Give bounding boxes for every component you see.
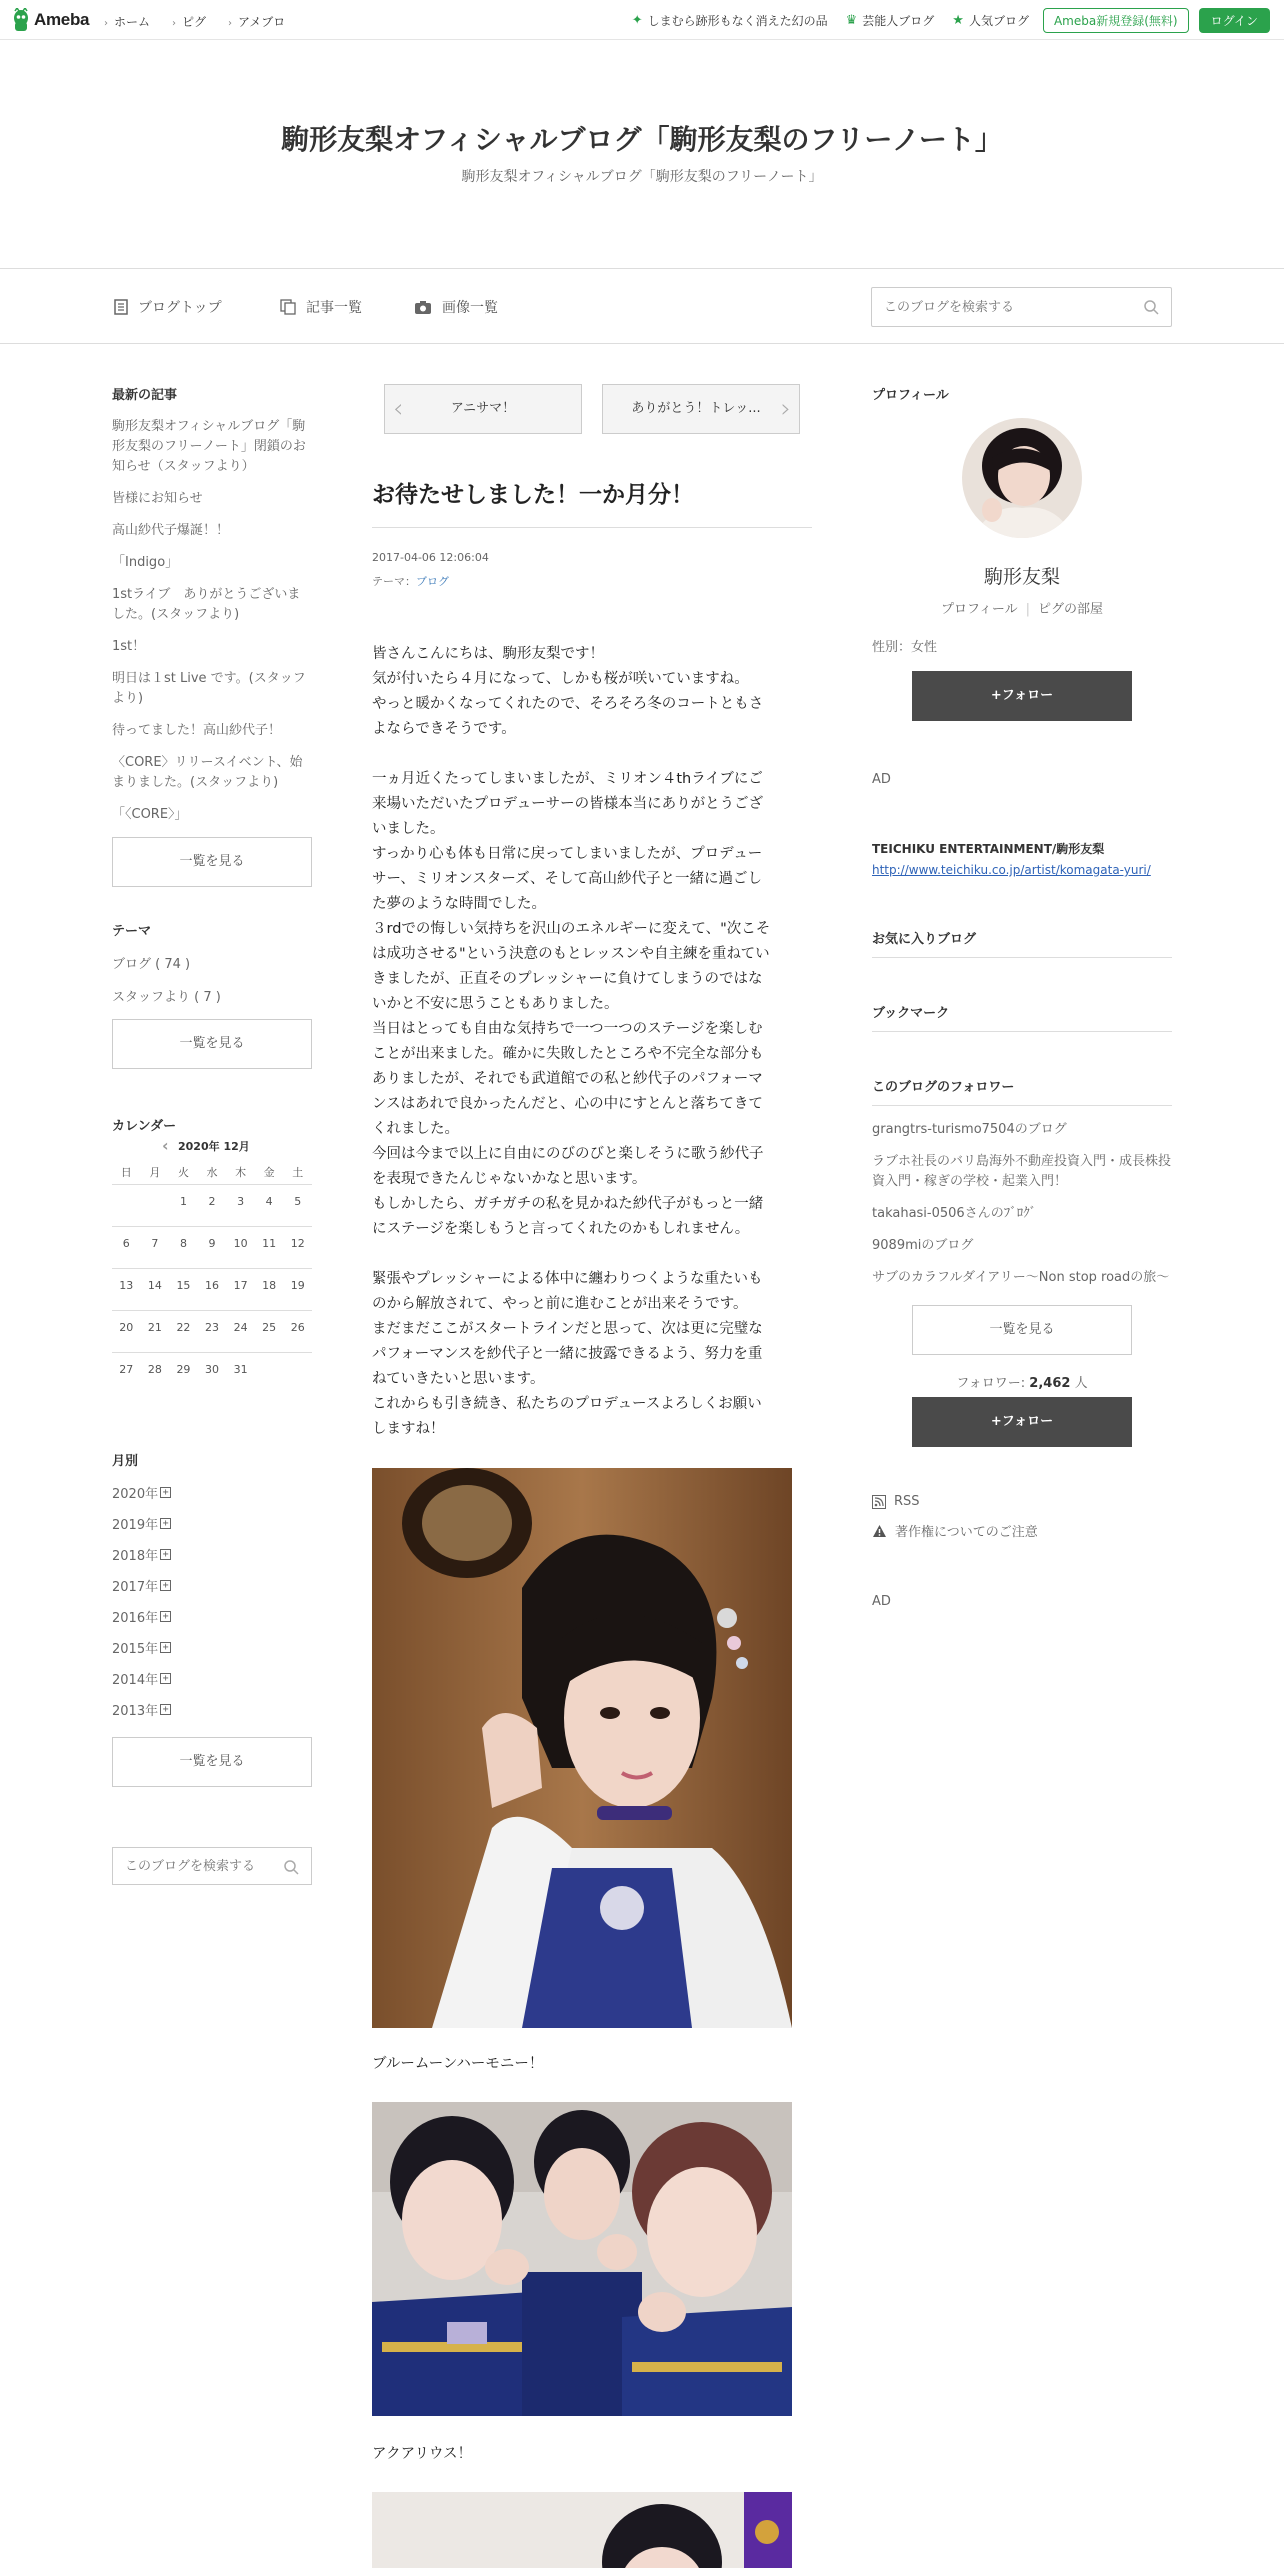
theme-more-button[interactable]: 一覧を見る [112,1019,312,1069]
year-item[interactable] [112,1663,312,1694]
expand-plus-icon[interactable]: + [160,1549,171,1560]
popular-blog-link[interactable] [952,12,1029,29]
popular-blog-label: 人気ブログ [968,14,1029,28]
entry-body-line: ねていきたいと思います。 [372,1371,545,1387]
calendar-day: 27 [119,1363,134,1376]
calendar-day: 26 [290,1321,305,1334]
entry-body-line: のから解放されて、やっと前に進むことが出来そうです。 [372,1296,748,1312]
avatar-image [962,418,1082,538]
celeb-blog-link[interactable] [846,12,935,29]
follow-button-2[interactable]: +フォロー [912,1397,1132,1447]
calendar-day: 25 [262,1321,277,1334]
entry-photo-2[interactable] [372,2102,792,2416]
calendar-day: 20 [119,1321,134,1334]
expand-plus-icon[interactable]: + [160,1611,171,1622]
weekday: 金 [263,1166,275,1179]
nav-home-label: ホーム [114,15,151,29]
calendar-day: 23 [205,1321,220,1334]
year-label: 2017年 [112,1580,159,1595]
calendar-day [141,1185,170,1226]
recent-more-button[interactable]: 一覧を見る [112,837,312,887]
expand-plus-icon[interactable]: + [160,1580,171,1591]
blog-title[interactable]: 駒形友梨オフィシャルブログ「駒形友梨のフリーノート」 [281,123,1003,156]
entry-pager [372,384,812,434]
star-icon: ★ [952,13,964,28]
register-button[interactable]: Ameba新規登録(無料) [1043,8,1189,33]
follower-count [872,1372,1172,1391]
weekday: 土 [292,1166,304,1179]
right-sidebar [872,384,1172,1609]
year-label: 2020年 [112,1487,159,1502]
calendar-grid [112,1158,312,1394]
monthly-heading: 月別 [112,1454,139,1469]
year-label: 2014年 [112,1673,159,1688]
sidebar-search-box [112,1847,312,1885]
copyright-link[interactable] [872,1521,1038,1540]
profile-gender: 性別：女性 [872,640,938,655]
entry-body-line: 当日はとっても自由な気持ちで一つ一つのステージを楽しむ [372,1021,763,1037]
year-item[interactable] [112,1508,312,1539]
calendar-day: 28 [147,1363,162,1376]
paragraph-gap [372,742,812,767]
calendar-day [255,1353,284,1394]
weekday: 日 [120,1166,132,1179]
calendar-heading: カレンダー [112,1119,177,1134]
entry-body-line: これからも引き続き、私たちのプロデュースよろしくお願い [372,1396,762,1412]
calendar-week [112,1352,312,1394]
theme-item[interactable]: ブログ ( 74 ) [112,957,191,972]
calendar-weekday-row [112,1158,312,1184]
calendar-day: 4 [265,1195,273,1208]
weekday: 火 [177,1166,189,1179]
nav-entry-list-label: 記事一覧 [306,300,362,316]
recent-entry[interactable]: 駒形友梨オフィシャルブログ「駒形友梨のフリーノート」閉鎖のお知らせ（スタッフより） [112,419,306,474]
calendar-day: 11 [262,1237,277,1250]
calendar-week [112,1310,312,1352]
calendar-day: 15 [176,1279,191,1292]
entry-body-line: 来場いただいたプロデューサーの皆様本当にありがとうござ [372,796,764,812]
blog-search-input[interactable] [872,288,1111,326]
entry-body [372,642,812,1442]
theme-item[interactable]: スタッフより ( 7 ) [112,990,221,1005]
entry-body-line: いました。 [372,821,445,837]
year-item[interactable] [112,1477,312,1508]
calendar-day: 13 [119,1279,134,1292]
expand-plus-icon[interactable]: + [160,1673,171,1684]
followers-more-button[interactable]: 一覧を見る [912,1305,1132,1355]
calendar-week [112,1268,312,1310]
entry-title[interactable]: お待たせしました！一か月分！ [372,476,812,528]
crown-icon: ♛ [845,13,858,28]
ameba-logo[interactable] [12,8,89,32]
sparkle-icon: ✦ [631,13,643,28]
follower-blog-link[interactable]: ラブホ社長のバリ島海外不動産投資入門・成長株投資入門・稼ぎの学校・起業入門！ [872,1154,1172,1189]
blog-nav [0,268,1284,344]
entry-body-line: 気が付いたら４月になって、しかも桜が咲いていますね。 [372,671,749,687]
favorites-heading: お気に入りブログ [872,932,977,947]
follower-blog-link[interactable]: takahasi-0506さんのﾌﾞﾛｸﾞ [872,1206,1037,1221]
calendar-section [112,1115,312,1376]
calendar-day: 8 [179,1237,187,1250]
theme-section [112,920,312,1069]
calendar-day: 30 [205,1363,220,1376]
calendar-day [112,1185,141,1226]
year-item[interactable] [112,1694,312,1725]
followers-heading: このブログのフォロワー [872,1076,1172,1106]
copyright-label: 著作権についてのご注意 [895,1525,1038,1540]
calendar-day: 7 [151,1237,159,1250]
calendar-day: 14 [147,1279,162,1292]
year-label: 2018年 [112,1549,159,1564]
nav-entry-list[interactable] [280,297,362,317]
recent-entry[interactable]: 〈CORE〉リリースイベント、始まりました。(スタッフより) [112,755,303,790]
year-item[interactable] [112,1570,312,1601]
year-label: 2016年 [112,1611,159,1626]
entry-body-line: やっと暖かくなってくれたので、そろそろ冬のコートともさ [372,696,764,712]
theme-heading: テーマ [112,924,152,939]
trend-link[interactable] [632,12,828,29]
prev-entry-button[interactable] [384,384,582,434]
follower-blog-link[interactable]: 9089miのブログ [872,1238,974,1253]
nav-pigg-label: ピグ [182,15,207,29]
follower-count-value: 2,462 [1029,1376,1071,1391]
ameba-logo-text: Ameba [34,10,90,29]
next-entry-label: ありがとう！トレッ... [631,401,761,416]
entry-photo-3-image [372,2492,792,2568]
expand-plus-icon[interactable]: + [160,1642,171,1653]
expand-plus-icon[interactable]: + [160,1518,171,1529]
entry-body-line: 緊張やプレッシャーによる体中に纏わりつくような重たいも [372,1271,763,1287]
recent-entry[interactable]: 明日は１st Live です。(スタッフより) [112,671,306,706]
entry-body-line: にステージを楽しもうと言ってくれたのかもしれません。 [372,1221,750,1237]
company-section [872,840,1172,877]
calendar-day: 22 [176,1321,191,1334]
blog-subtitle: 駒形友梨オフィシャルブログ「駒形友梨のフリーノート」 [461,169,823,185]
entry-body-line: 皆さんこんにちは、駒形友梨です！ [372,646,604,662]
chevron-left-icon: ‹ [393,394,404,424]
entry-body-line: た夢のような時間でした。 [372,896,546,912]
entry-body-line: 今回は今まで以上に自由にのびのびと楽しそうに歌う紗代子 [372,1146,764,1162]
follower-count-label: フォロワー: [956,1376,1026,1391]
profile-link[interactable]: プロフィール [940,602,1018,617]
blog-search-box [871,287,1172,327]
entry-date: 2017-04-06 12:06:04 [372,551,489,564]
nav-image-list-label: 画像一覧 [442,300,498,316]
recent-entry[interactable]: 「〈CORE〉」 [112,807,188,822]
year-item[interactable] [112,1601,312,1632]
entry-photo-2-image [372,2102,792,2416]
calendar-day: 12 [290,1237,305,1250]
calendar-day: 24 [233,1321,248,1334]
calendar-week [112,1226,312,1268]
calendar-day: 1 [179,1195,187,1208]
entry-body-line: いかと不安に思うこともありました。 [372,996,619,1012]
calendar-day [283,1353,312,1394]
favorites-section [872,928,1172,958]
celeb-blog-label: 芸能人ブログ [862,14,935,28]
recent-entry[interactable]: 待ってました！高山紗代子！ [112,723,282,738]
entry-body-line: ありましたが、それでも武道館での私と紗代子のパフォーマ [372,1071,763,1087]
chevron-right-icon: › [780,394,791,424]
chevron-right-icon: › [228,18,233,29]
global-right-links [632,8,1270,33]
expand-plus-icon[interactable]: + [160,1704,171,1715]
entry-theme-link[interactable]: ブログ [416,575,449,588]
calendar-week [112,1184,312,1226]
entry-body-line: しますね！ [372,1421,445,1437]
entry-photo-3[interactable] [372,2492,792,2568]
global-header [0,0,1284,40]
next-entry-button[interactable] [602,384,800,434]
profile-links [872,598,1172,617]
follower-blog-link[interactable]: grangtrs-turismo7504のブログ [872,1122,1067,1137]
year-label: 2019年 [112,1518,159,1533]
calendar-day: 17 [233,1279,248,1292]
calendar-prev-icon[interactable]: ‹ [162,1136,169,1155]
calendar-day: 16 [205,1279,220,1292]
weekday: 月 [149,1166,161,1179]
entry-body-line: くれました。 [372,1121,459,1137]
follow-button[interactable]: +フォロー [912,671,1132,721]
calendar-day: 29 [176,1363,191,1376]
calendar-day: 6 [122,1237,130,1250]
nav-blog-top[interactable] [114,297,222,317]
year-item[interactable] [112,1539,312,1570]
calendar-day: 10 [233,1237,248,1250]
follower-blog-link[interactable]: サブのカラフルダイアリー～Non stop roadの旅～ [872,1270,1170,1285]
entry-body-line: を表現できたんじゃないかなと思います。 [372,1171,647,1187]
warning-icon [872,1524,887,1538]
recent-entry[interactable]: 「Indigo」 [112,555,179,570]
recent-entry[interactable]: 高山紗代子爆誕！！ [112,523,230,538]
bookmark-section [872,1002,1172,1032]
bookmark-heading: ブックマーク [872,1006,950,1021]
global-nav [104,13,285,30]
expand-plus-icon[interactable]: + [160,1487,171,1498]
company-name: TEICHIKU ENTERTAINMENT/駒形友梨 [872,842,1105,856]
rss-link[interactable] [872,1494,920,1509]
recent-entry[interactable]: 1st！ [112,639,146,654]
entry-photo-1-image [372,1468,792,2028]
calendar-day: 5 [294,1195,302,1208]
year-label: 2015年 [112,1642,159,1657]
camera-icon [414,300,432,315]
divider: | [1025,602,1031,617]
rss-icon [872,1495,886,1509]
calendar-day: 9 [208,1237,216,1250]
photo-caption-1: ブルームーンハーモニー！ [372,2056,544,2072]
calendar-day: 18 [262,1279,277,1292]
weekday: 木 [235,1166,247,1179]
calendar-day: 3 [237,1195,245,1208]
calendar-day: 21 [147,1321,162,1334]
calendar-day: 31 [233,1363,248,1376]
search-icon[interactable] [1143,299,1159,315]
recent-entries-heading: 最新の記事 [112,388,178,403]
photo-caption-2: アクアリウス！ [372,2446,473,2462]
nav-ameblo[interactable] [228,13,285,30]
recent-entry[interactable]: 1stライブ ありがとうございました。(スタッフより) [112,587,301,622]
trend-text: しまむら跡形もなく消えた幻の品 [647,14,828,28]
ameba-mascot-icon [12,8,30,32]
nav-ameblo-label: アメブロ [238,15,286,29]
prev-entry-label: アニサマ！ [450,401,516,416]
entry-body-line: ３rdでの悔しい気持ちを沢山のエネルギーに変えて、"次こそ [372,921,771,937]
recent-entry[interactable]: 皆様にお知らせ [112,491,203,506]
entry-body-line: まだまだここがスタートラインだと思って、次は更に完璧な [372,1321,763,1337]
company-url-link[interactable]: http://www.teichiku.co.jp/artist/komagata-yuri/ [872,863,1151,877]
entry-body-line: パフォーマンスを紗代子と一緒に披露できるよう、努力を重 [372,1346,763,1362]
entry-theme [372,570,489,594]
profile-heading: プロフィール [872,388,949,403]
pigg-room-link[interactable]: ピグの部屋 [1038,602,1104,617]
profile-avatar[interactable] [962,418,1082,538]
paragraph-gap [372,1242,812,1267]
entry-body-line: すっかり心も体も日常に戻ってしまいましたが、プロデュー [372,846,763,862]
calendar-month: 2020年 12月 [178,1140,250,1153]
year-label: 2013年 [112,1704,159,1719]
entry-body-line: は成功させる"という決意のもとレッスンや自主練を重ねてい [372,946,770,962]
entry-body-line: ンスはあれで良かったんだと、心の中にすとんと落ちてきて [372,1096,763,1112]
entry-main [372,384,812,2462]
left-sidebar [112,384,312,1769]
recent-entries-list [112,417,312,825]
entry-body-line: サー、ミリオンスターズ、そして高山紗代子と一緒に過ごし [372,871,763,887]
calendar-day: 2 [208,1195,216,1208]
monthly-section [112,1450,312,1787]
entry-body-line: もしかしたら、ガチガチの私を見かねた紗代子がもっと一緒 [372,1196,764,1212]
entry-meta [372,546,489,594]
nav-blog-top-label: ブログトップ [138,300,222,316]
entry-body-line: きましたが、正直そのプレッシャーに負けてしまうのではな [372,971,763,987]
chevron-right-icon: › [172,18,177,29]
monthly-more-button[interactable]: 一覧を見る [112,1737,312,1787]
entry-body-line: ことが出来ました。確かに失敗したところや不完全な部分も [372,1046,764,1062]
nav-pigg[interactable] [172,13,206,30]
ad-label: AD [872,772,891,787]
followers-section [872,1076,1172,1300]
sidebar-search-input[interactable] [113,1848,271,1884]
calendar-day: 19 [290,1279,305,1292]
document-icon [114,299,128,315]
calendar-month-header [112,1138,312,1158]
follower-count-unit: 人 [1074,1376,1088,1391]
rss-label: RSS [894,1494,920,1509]
nav-home[interactable] [104,13,150,30]
entry-body-line: よならできそうです。 [372,721,516,737]
weekday: 水 [206,1166,218,1179]
search-icon[interactable] [283,1859,299,1875]
profile-name[interactable]: 駒形友梨 [983,566,1060,588]
year-item[interactable] [112,1632,312,1663]
nav-image-list[interactable] [414,297,498,317]
entry-photo-1[interactable] [372,1468,792,2028]
entry-body-line: 一ヵ月近くたってしまいましたが、ミリオン４thライブにご [372,771,763,787]
login-button[interactable]: ログイン [1199,8,1270,33]
chevron-right-icon: › [104,18,108,29]
ad-label-2: AD [872,1594,891,1609]
entry-theme-prefix: テーマ： [372,575,416,588]
copy-icon [280,299,296,315]
